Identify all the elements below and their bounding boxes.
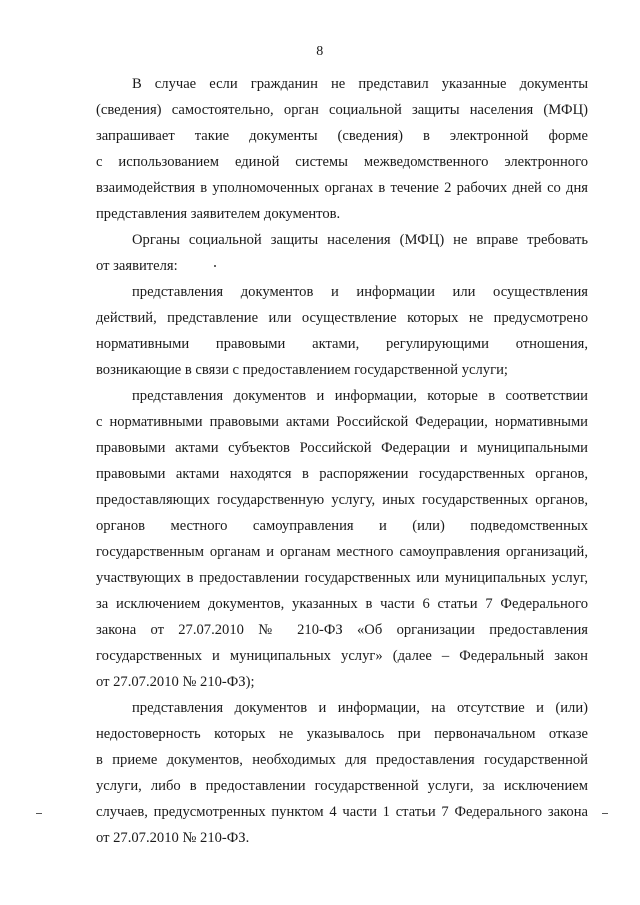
scan-artifact: [214, 265, 216, 267]
text-line: (сведения) самостоятельно, орган социальной защиты населения (МФЦ): [96, 102, 588, 118]
text-line: закона от 27.07.2010 № 210-ФЗ «Об организации предоставления: [96, 622, 588, 638]
text-line: государственным органам и органам местного самоуправления организаций,: [96, 544, 588, 560]
text-line: за исключением документов, указанных в части 6 статьи 7 Федерального: [96, 596, 588, 612]
text-line: органов местного самоуправления и (или) подведомственных: [96, 518, 588, 534]
text-line: с нормативными правовыми актами Российской Федерации, нормативными: [96, 414, 588, 430]
text-line: от 27.07.2010 № 210-ФЗ.: [96, 830, 250, 846]
text-line: взаимодействия в уполномоченных органах в течение 2 рабочих дней со дня: [96, 180, 588, 196]
text-line: В случае если гражданин не представил указанные документы: [132, 76, 588, 92]
text-line: участвующих в предоставлении государственных или муниципальных услуг,: [96, 570, 588, 586]
text-line: возникающие в связи с предоставлением государственной услуги;: [96, 362, 508, 378]
text-line: действий, представление или осуществление которых не предусмотрено: [96, 310, 588, 326]
page-number: 8: [316, 44, 324, 59]
text-line: представления заявителем документов.: [96, 206, 341, 222]
text-line: представления документов и информации или осуществления: [132, 284, 588, 300]
text-line: представления документов и информации, на отсутствие и (или): [132, 700, 588, 716]
text-line: представления документов и информации, которые в соответствии: [132, 388, 588, 404]
text-line: запрашивает такие документы (сведения) в электронной форме: [96, 128, 588, 144]
text-line: случаев, предусмотренных пунктом 4 части 1 статьи 7 Федерального закона: [96, 804, 588, 820]
text-line: правовыми актами субъектов Российской Федерации и муниципальными: [96, 440, 588, 456]
text-line: государственных и муниципальных услуг» (далее – Федеральный закон: [96, 648, 588, 664]
text-line: с использованием единой системы межведомственного электронного: [96, 154, 588, 170]
scan-artifact: [36, 813, 42, 814]
text-line: от заявителя:: [96, 258, 178, 274]
text-line: недостоверность которых не указывалось при первоначальном отказе: [96, 726, 588, 742]
text-line: в приеме документов, необходимых для предоставления государственной: [96, 752, 588, 768]
text-line: от 27.07.2010 № 210-ФЗ);: [96, 674, 255, 690]
text-line: предоставляющих государственную услугу, иных государственных органов,: [96, 492, 588, 508]
text-line: услуги, либо в предоставлении государственной услуги, за исключением: [96, 778, 588, 794]
text-line: Органы социальной защиты населения (МФЦ) не вправе требовать: [132, 232, 588, 248]
text-line: правовыми актами находятся в распоряжении государственных органов,: [96, 466, 588, 482]
text-line: нормативными правовыми актами, регулирующими отношения,: [96, 336, 588, 352]
scan-artifact: [602, 813, 608, 814]
